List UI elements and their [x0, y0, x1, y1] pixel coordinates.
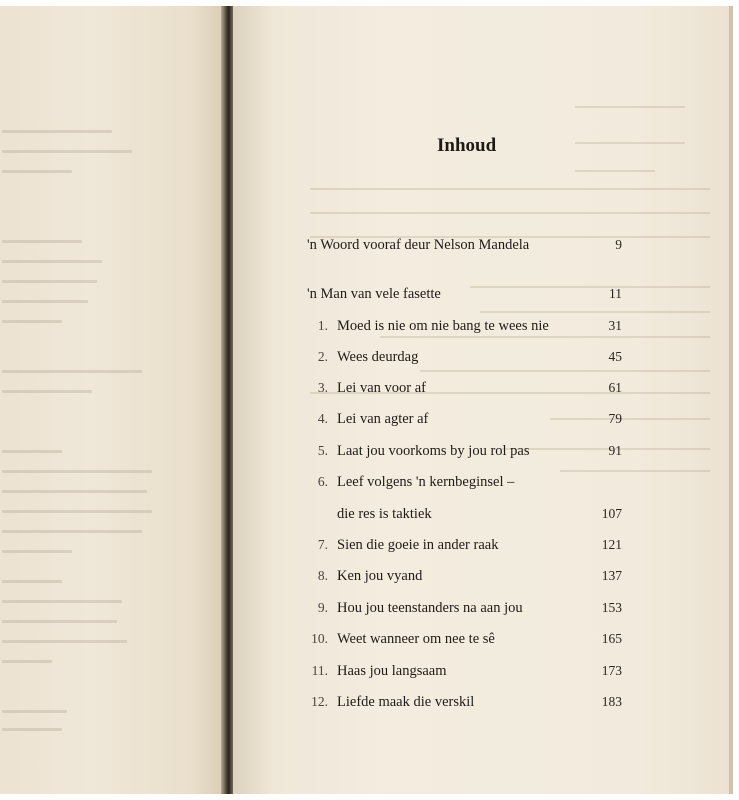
toc-entry-chapter-5: [0, 443, 739, 465]
toc-entry-chapter-10: [0, 631, 739, 653]
toc-entry-chapter-7: [0, 537, 739, 559]
toc-entry-chapter-1: [0, 318, 739, 340]
page-title: Inhoud: [437, 135, 497, 156]
toc-entry-chapter-11: [0, 663, 739, 685]
toc-entry-page: 121: [601, 537, 622, 552]
toc-entry-title: die res is taktiek: [337, 506, 432, 522]
toc-entry-chapter-3: [0, 380, 739, 402]
toc-entry-title: Hou jou teenstanders na aan jou: [337, 600, 523, 616]
toc-entry-number: 11.: [311, 663, 328, 678]
toc-entry-number: 9.: [317, 600, 328, 615]
toc-entry-number: 7.: [317, 537, 328, 552]
toc-entry-number: 3.: [317, 380, 328, 395]
toc-entry-chapter-12: [0, 694, 739, 716]
toc-entry-page: 173: [601, 663, 622, 678]
toc-entry-foreword: [0, 237, 739, 259]
toc-entry-chapter-4: [0, 411, 739, 433]
toc-entry-title: Weet wanneer om nee te sê: [337, 631, 495, 647]
toc-entry-title: Ken jou vyand: [337, 568, 423, 584]
toc-entry-page: 183: [601, 694, 622, 709]
toc-entry-title: 'n Man van vele fasette: [307, 286, 441, 302]
toc-entry-number: 4.: [317, 411, 328, 426]
toc-entry-number: 2.: [317, 349, 328, 364]
toc-entry-number: 6.: [317, 474, 328, 489]
toc-entry-title: Leef volgens 'n kernbeginsel –: [337, 474, 515, 490]
toc-entry-title: Lei van agter af: [337, 411, 429, 427]
toc-entry-title: Haas jou langsaam: [337, 663, 447, 679]
toc-entry-chapter-6-continued: [0, 506, 739, 528]
toc-entry-number: 5.: [317, 443, 328, 458]
toc-entry-page: 107: [601, 506, 622, 521]
toc-entry-intro: [0, 286, 739, 308]
toc-entry-number: 10.: [311, 631, 328, 646]
toc-entry-page: 9: [615, 237, 622, 252]
toc-entry-page: 45: [608, 349, 622, 364]
toc-entry-number: 8.: [317, 568, 328, 583]
toc-entry-page: 79: [608, 411, 622, 426]
toc-entry-page: 31: [608, 318, 622, 333]
toc-entry-chapter-9: [0, 600, 739, 622]
toc-entry-page: 61: [608, 380, 622, 395]
toc-entry-page: 91: [608, 443, 622, 458]
toc-entry-page: 137: [601, 568, 622, 583]
toc-entry-title: Laat jou voorkoms by jou rol pas: [337, 443, 530, 459]
toc-entry-title: Wees deurdag: [337, 349, 419, 365]
toc-entry-chapter-6: [0, 474, 739, 496]
toc-entry-page: 165: [601, 631, 622, 646]
toc-entry-number: 1.: [317, 318, 328, 333]
toc-entry-chapter-2: [0, 349, 739, 371]
toc-entry-title: Sien die goeie in ander raak: [337, 537, 499, 553]
toc-entry-title: Moed is nie om nie bang te wees nie: [337, 318, 549, 334]
toc-entry-title: 'n Woord vooraf deur Nelson Mandela: [307, 237, 530, 253]
toc-entry-number: 12.: [311, 694, 328, 709]
toc-entry-page: 153: [601, 600, 622, 615]
toc-entry-chapter-8: [0, 568, 739, 590]
toc-entry-title: Lei van voor af: [337, 380, 426, 396]
toc-entry-page: 11: [609, 286, 622, 301]
toc-entry-title: Liefde maak die verskil: [337, 694, 475, 710]
